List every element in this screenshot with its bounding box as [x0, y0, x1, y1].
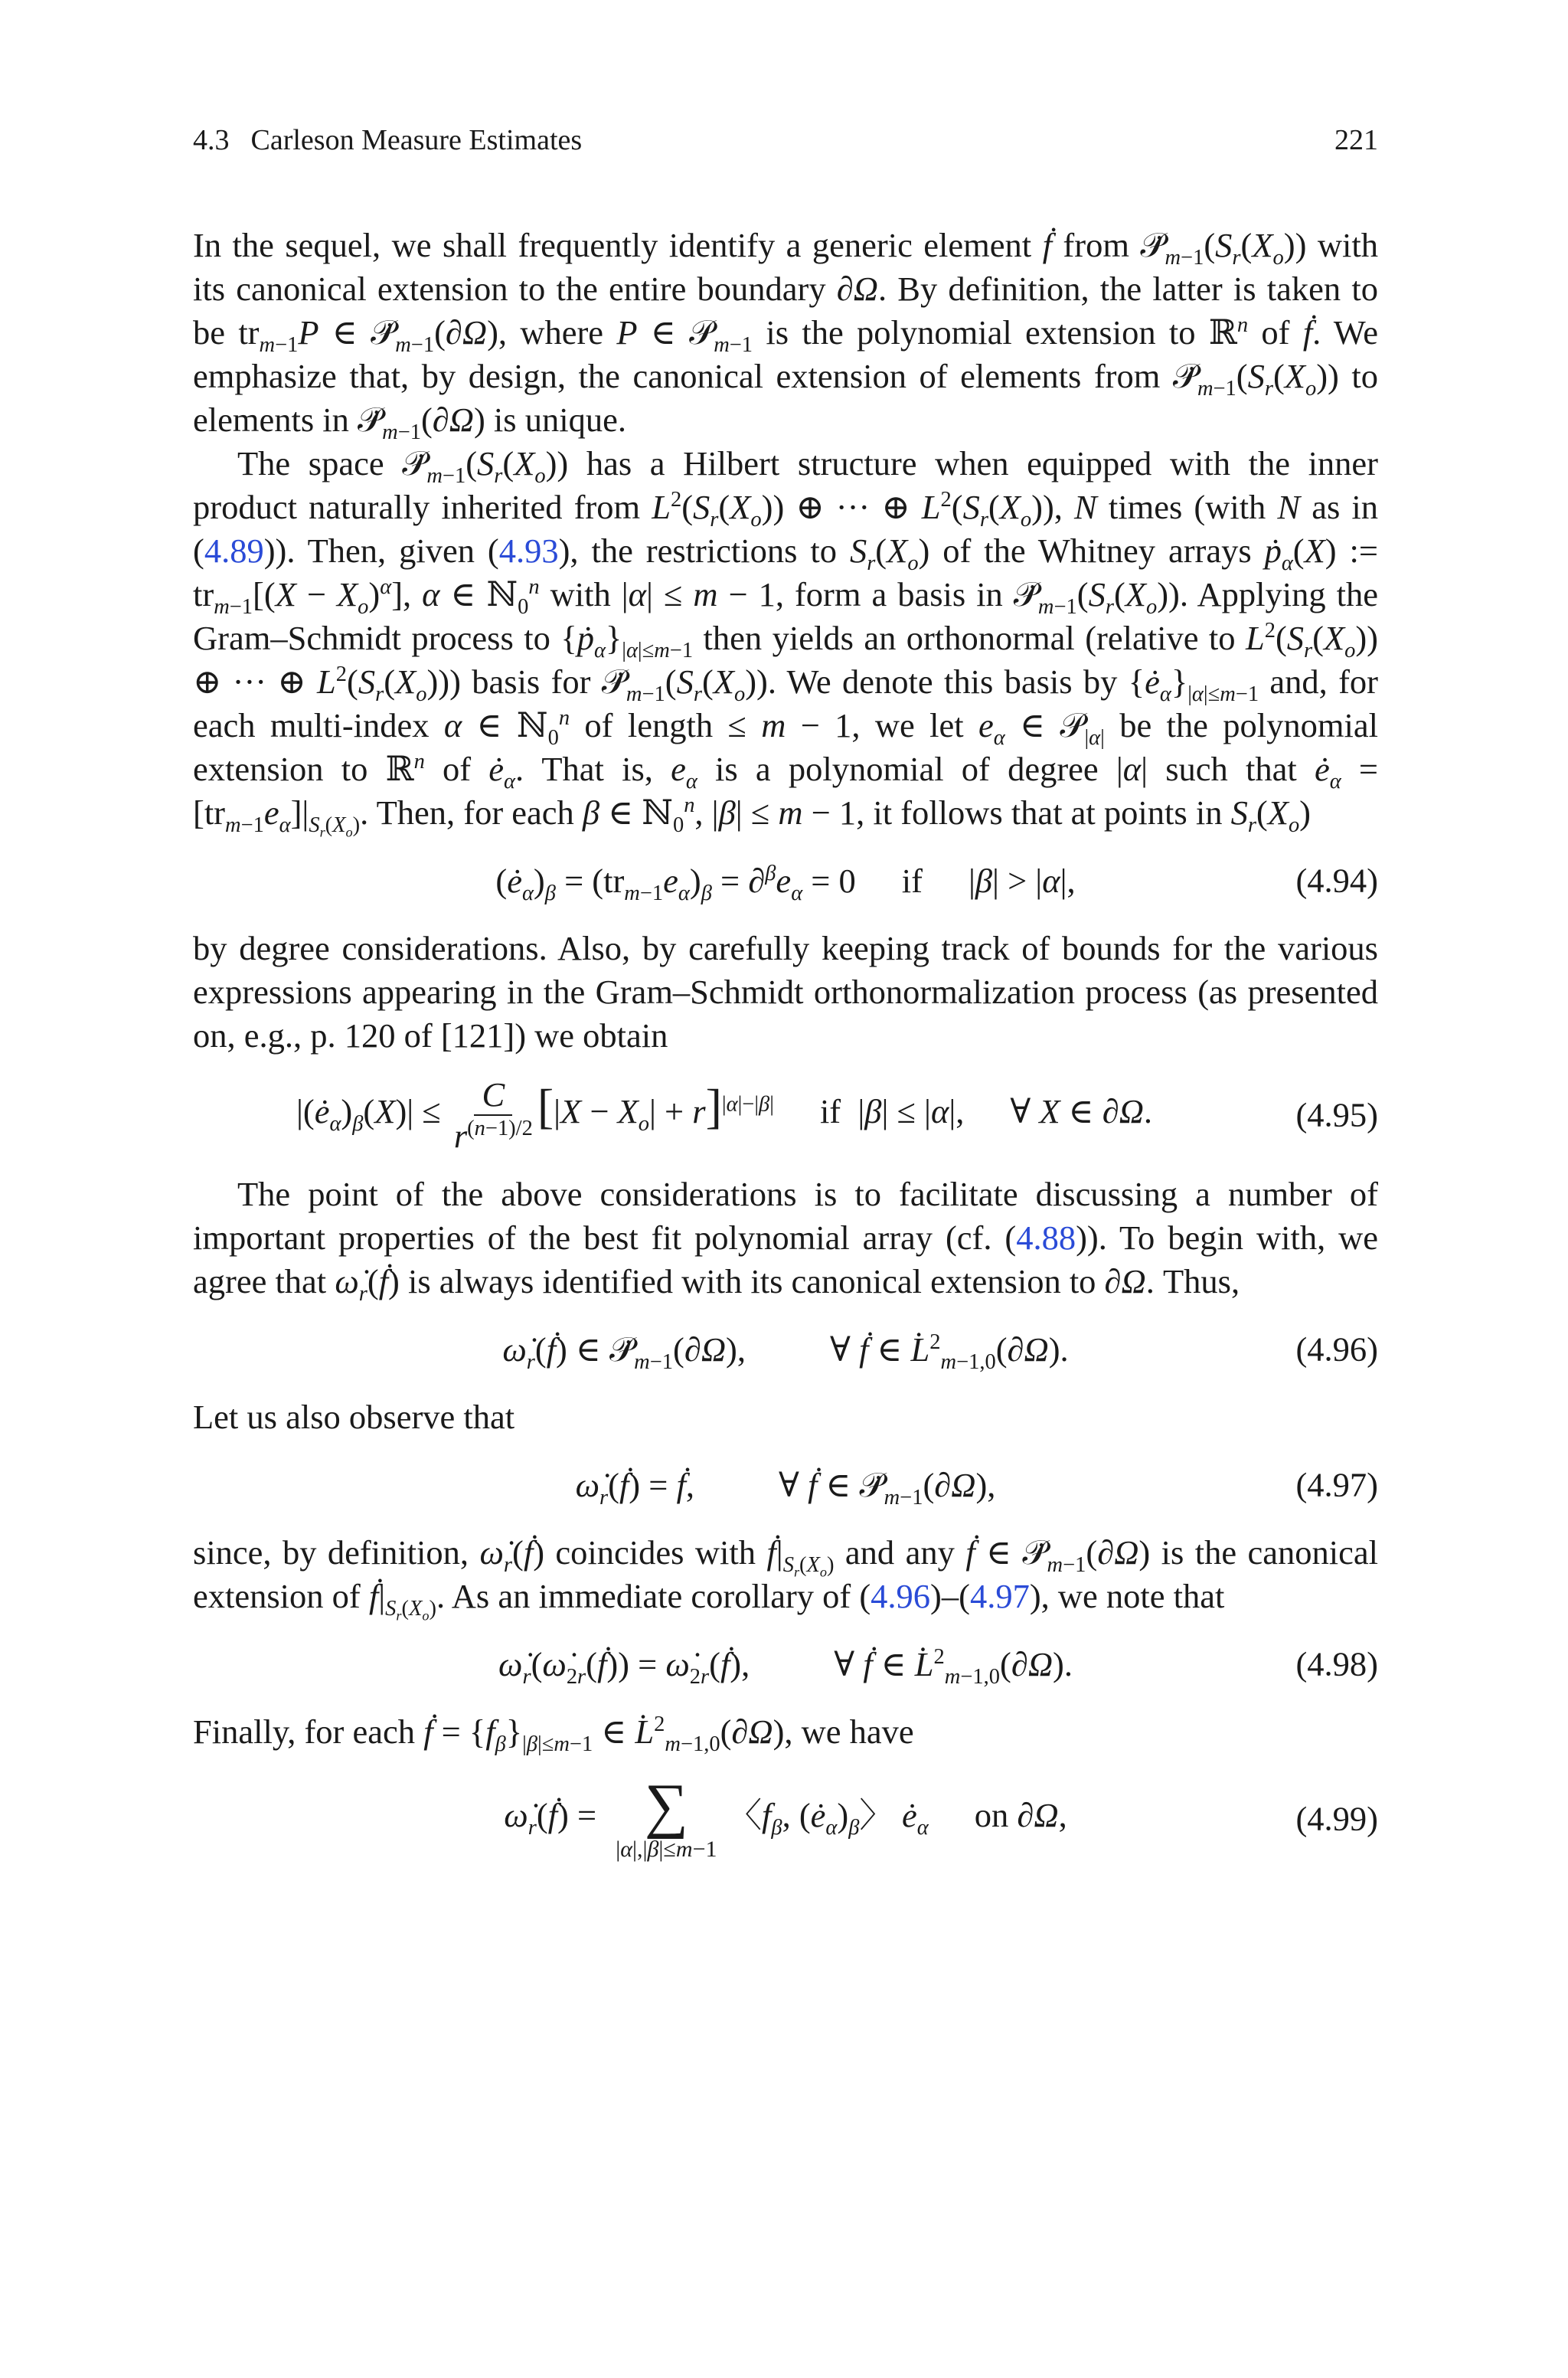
paragraph-2: The space $𝒫̇_{m-1}(S_r(X_o))$ has a Hilbert structure when equipped with the inner product naturally inherited from $L^2(S_r(X_o))$ ⊕ ··· ⊕ $L^2(S_r(X_o))$, N times (with N as in (4.89)). Then, given (4.93), the restrictions to $S_r(X_o)$ of the Whitney arrays ṗ$_\alpha$(X) := $tr_{m-1}[(X - X_o)^\alpha]$, α ∈ ℕ$_0^n$ with |α| ≤ m − 1, form a basis in $𝒫̇_{m-1}(S_r(X_o))$. Applying the Gram–Schmidt process to $\{ṗ_\alpha\}_{|\alpha|\le m-1}$ then yields an orthonormal (relative to $L^2(S_r(X_o))$ ⊕ ··· ⊕ $L^2(S_r(X_o))$) basis for $𝒫̇_{m-1}(S_r(X_o))$. We denote this basis by $\{ė_\alpha\}_{|\alpha|\le m-1}$ and, for each multi-index α ∈ ℕ$_0^n$ of length ≤ m − 1, we let $e_\alpha$ ∈ 𝒫$_{|\alpha|}$ be the polynomial extension to ℝ$^n$ of $ė_\alpha$. That is, $e_\alpha$ is a polynomial of degree |α| such that $ė_\alpha = [tr_{m-1}e_\alpha]|_{S_r(X_o)}$. Then, for each β ∈ ℕ$_0^n$, |β| ≤ m − 1, it follows that at points in $S_r(X_o)$	[193, 444, 1379, 840]
ref-4-88[interactable]: 4.88	[1016, 1218, 1076, 1257]
equation-4-97-body: $\omegȧ_r(ḟ)$ = ḟ, ∀ ḟ ∈ $𝒫̇_{m-1}(\partial\Omega)$,	[575, 1465, 996, 1510]
equation-number: (4.94)	[1295, 861, 1378, 900]
equation-number: (4.97)	[1295, 1465, 1378, 1504]
equation-number: (4.99)	[1295, 1799, 1378, 1838]
equation-number: (4.98)	[1295, 1644, 1378, 1683]
ref-4-96[interactable]: 4.96	[871, 1577, 931, 1615]
equation-number: (4.95)	[1295, 1095, 1378, 1134]
equation-4-97	[193, 1439, 1378, 1531]
ref-4-89[interactable]: 4.89	[204, 532, 264, 570]
summation: ∑ |α|,|β|≤m−1	[616, 1772, 717, 1862]
equation-4-98-body: $\omegȧ_r(\omegȧ_{2r}(ḟ))$ = $\omegȧ_{2r}(ḟ)$, ∀ ḟ ∈ L̇$^2_{m-1,0}$(∂Ω).	[498, 1644, 1073, 1689]
paragraph-1: In the sequel, we shall frequently identify a generic element ḟ from $𝒫̇_{m-1}(S_r(X_o))$ with its canonical extension to the entire boundary ∂Ω. By definition, the latter is taken to be $tr_{m-1}P$ ∈ $𝒫̇_{m-1}(\partial\Omega)$, where P ∈ 𝒫$_{m-1}$ is the polynomial extension to ℝ$^n$ of ḟ. We emphasize that, by design, the canonical extension of elements from $𝒫̇_{m-1}(S_r(X_o))$ to elements in $𝒫̇_{m-1}(\partial\Omega)$ is unique.	[193, 226, 1378, 444]
equation-4-94	[193, 835, 1378, 927]
equation-4-99	[193, 1754, 1378, 1884]
running-header	[193, 123, 1378, 158]
equation-4-95	[193, 1058, 1378, 1173]
ref-4-97[interactable]: 4.97	[969, 1577, 1030, 1615]
main-text	[193, 224, 1378, 1884]
equation-4-94-body: $(ė_\alpha)_\beta = (tr_{m-1}e_\alpha)_\beta = \partial^\beta e_\alpha = 0$ if |β| > |α|,	[495, 861, 1076, 905]
paragraph-6: since, by definition, $\omegȧ_r(ḟ)$ coincides with $ḟ|_{S_r(X_o)}$ and any ḟ ∈ $𝒫̇_{m-1}(\partial\Omega)$ is the canonical extension of $ḟ|_{S_r(X_o)}$. As an immediate corollary of (4.96)–(4.97), we note that	[193, 1533, 1378, 1624]
section-title: Carleson Measure Estimates	[250, 124, 583, 156]
equation-4-96-body: $\omegȧ_r(ḟ)$ ∈ $𝒫̇_{m-1}(\partial\Omega)$, ∀ ḟ ∈ L̇$^2_{m-1,0}$(∂Ω).	[502, 1330, 1069, 1374]
page-number: 221	[1334, 124, 1378, 156]
ref-4-93[interactable]: 4.93	[498, 532, 559, 570]
equation-4-95-body: $|(ė_\alpha)_\beta(X)|$ ≤ $\frac{C}{r^{(n-1)/2}}$ $[|X - X_o| + r]^{|\alpha|-|\beta|}$ if |β| ≤ |α|, ∀ X ∈ ∂Ω.	[296, 1075, 1153, 1155]
section-number: 4.3	[193, 124, 230, 156]
paragraph-4: The point of the above considerations is to facilitate discussing a number of important properties of the best fit polynomial array (cf. (4.88)). To begin with, we agree that $\omegȧ_r(ḟ)$ is always identified with its canonical extension to ∂Ω. Thus,	[193, 1175, 1378, 1306]
equation-4-98	[193, 1618, 1378, 1710]
equation-4-96	[193, 1303, 1378, 1395]
section-heading	[193, 123, 582, 158]
paragraph-5: Let us also observe that	[193, 1398, 515, 1436]
paragraph-7: Finally, for each ḟ = $\{f_\beta\}_{|\beta|\le m-1}$ ∈ L̇$^2_{m-1,0}$(∂Ω), we have	[193, 1712, 914, 1756]
equation-4-99-body: $\omegȧ_r(ḟ)$ = ∑ |α|,|β|≤m−1 〈$f_\beta$, $(ė_\alpha)_\beta$〉 $ė_\alpha$ on ∂Ω,	[504, 1772, 1067, 1862]
equation-number: (4.96)	[1295, 1330, 1378, 1369]
paragraph-3: by degree considerations. Also, by carefully keeping track of bounds for the various expressions appearing in the Gram–Schmidt orthonormalization process (as presented on, e.g., p. 120 of [121]) we obtain	[193, 929, 1378, 1055]
fraction: $\frac{C}{r^{(n-1)/2}}$	[453, 1075, 533, 1155]
